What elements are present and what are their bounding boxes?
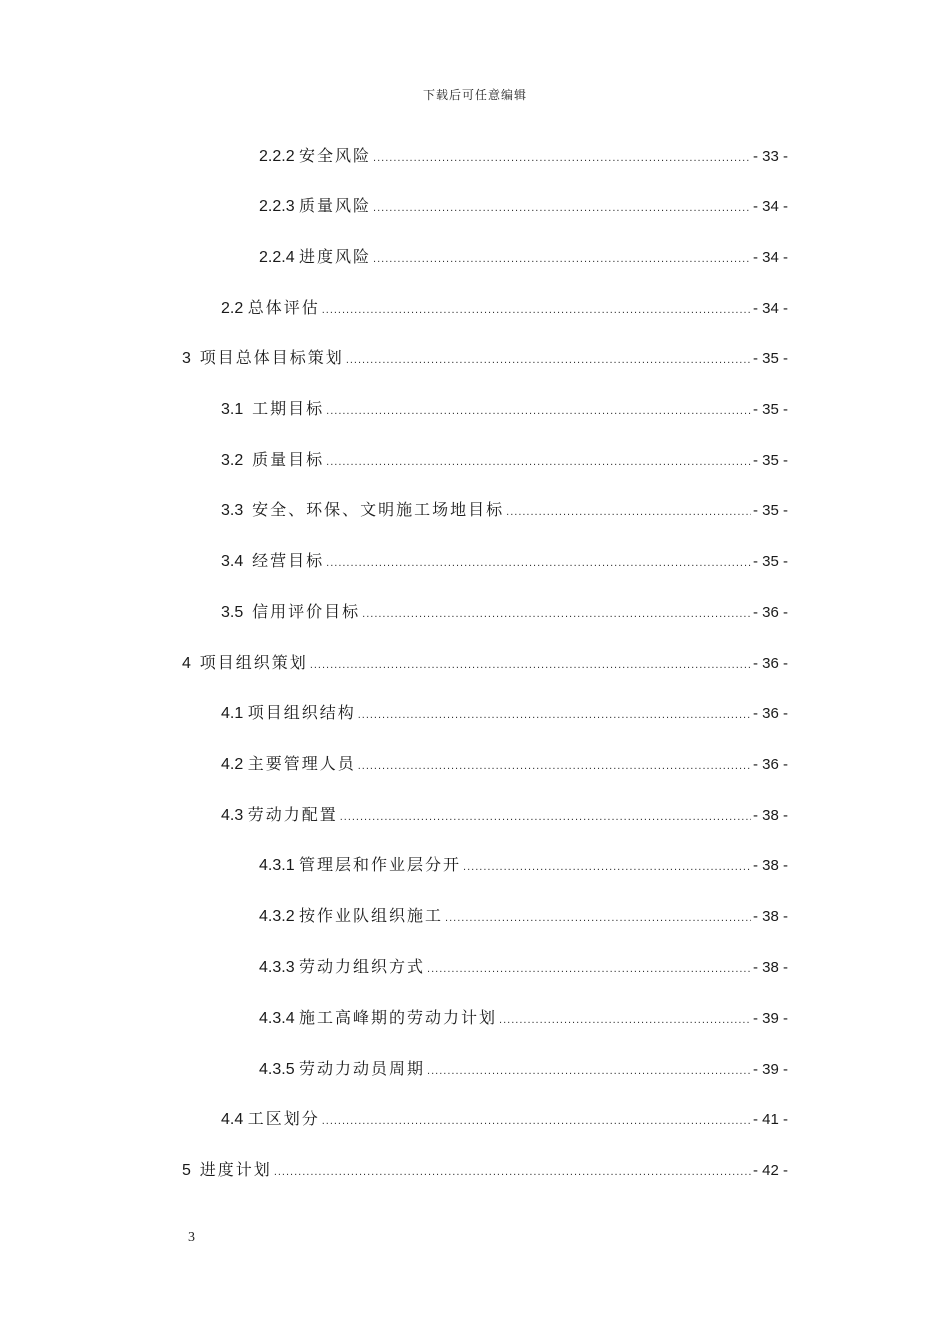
toc-entry-title: 项目总体目标策划	[199, 348, 344, 367]
toc-entry-title: 项目组织策划	[199, 653, 308, 672]
toc-entry-number: 4.3.5	[259, 1061, 300, 1078]
toc-entry-title: 劳动力配置	[247, 805, 338, 824]
toc-entry-number: 4.3.2	[259, 908, 300, 925]
toc-entry[interactable]	[259, 904, 788, 928]
toc-entry[interactable]	[221, 752, 788, 776]
toc-entry-title: 劳动力动员周期	[299, 1059, 426, 1078]
toc-entry-number: 2.2.2	[259, 148, 300, 165]
dot-leader	[310, 653, 751, 677]
dot-leader	[326, 399, 751, 423]
toc-entry-page: - 38 -	[752, 908, 788, 925]
toc-entry-number: 4.3.1	[259, 857, 300, 874]
toc-entry-title: 信用评价目标	[252, 602, 361, 621]
toc-entry-number: 2.2	[221, 300, 248, 317]
toc-entry[interactable]	[259, 245, 788, 269]
dot-leader	[373, 196, 751, 220]
toc-entry-number: 3.3	[221, 502, 253, 519]
dot-leader	[427, 957, 751, 981]
toc-entry-number: 4.3	[221, 807, 248, 824]
dot-leader	[346, 348, 751, 372]
toc-entry-title: 经营目标	[252, 551, 325, 570]
toc-entry-title: 安全、环保、文明施工场地目标	[252, 500, 505, 519]
toc-entry[interactable]	[221, 397, 788, 421]
toc-entry-title: 工期目标	[252, 399, 325, 418]
toc-entry-page: - 34 -	[752, 300, 788, 317]
toc-entry[interactable]	[221, 296, 788, 320]
toc-entry-page: - 33 -	[752, 148, 788, 165]
toc-entry-page: - 34 -	[752, 198, 788, 215]
toc-entry-page: - 35 -	[752, 553, 788, 570]
page-number: 3	[188, 1230, 195, 1245]
toc-entry[interactable]	[221, 600, 788, 624]
toc-entry[interactable]	[182, 1158, 788, 1182]
toc-entry-title: 安全风险	[299, 146, 372, 165]
toc-entry-number: 3	[182, 350, 200, 367]
toc-entry-number: 2.2.3	[259, 198, 300, 215]
dot-leader	[373, 146, 751, 170]
toc-entry[interactable]	[259, 144, 788, 168]
toc-entry-page: - 36 -	[752, 655, 788, 672]
toc-entry-title: 总体评估	[247, 298, 320, 317]
toc-entry-title: 主要管理人员	[247, 754, 356, 773]
toc-entry-page: - 35 -	[752, 350, 788, 367]
toc-entry-number: 5	[182, 1162, 200, 1179]
toc-entry-number: 4.2	[221, 756, 248, 773]
dot-leader	[463, 855, 751, 879]
toc-entry[interactable]	[182, 651, 788, 675]
dot-leader	[373, 247, 751, 271]
toc-entry-number: 3.1	[221, 401, 253, 418]
dot-leader	[506, 500, 751, 524]
toc-entry-title: 进度计划	[199, 1160, 272, 1179]
toc-entry[interactable]	[259, 955, 788, 979]
toc-entry[interactable]	[221, 448, 788, 472]
dot-leader	[274, 1160, 751, 1184]
dot-leader	[340, 805, 751, 829]
toc-entry[interactable]	[221, 803, 788, 827]
dot-leader	[358, 703, 751, 727]
toc-entry-page: - 35 -	[752, 502, 788, 519]
toc-entry-page: - 36 -	[752, 705, 788, 722]
dot-leader	[427, 1059, 751, 1083]
toc-entry-title: 劳动力组织方式	[299, 957, 426, 976]
page-header: 下载后可任意编辑	[422, 88, 527, 102]
toc-entry-number: 3.5	[221, 604, 253, 621]
toc-entry-page: - 36 -	[752, 604, 788, 621]
toc-entry-page: - 39 -	[752, 1010, 788, 1027]
dot-leader	[326, 551, 751, 575]
toc-entry-number: 4	[182, 655, 200, 672]
toc-entry-page: - 35 -	[752, 452, 788, 469]
toc-entry-number: 4.3.3	[259, 959, 300, 976]
toc-entry-page: - 38 -	[752, 807, 788, 824]
toc-entry-page: - 39 -	[752, 1061, 788, 1078]
toc-entry[interactable]	[259, 1057, 788, 1081]
toc-entry-number: 3.4	[221, 553, 253, 570]
dot-leader	[358, 754, 751, 778]
toc-entry[interactable]	[259, 1006, 788, 1030]
toc-entry-title: 项目组织结构	[247, 703, 356, 722]
toc-entry-title: 质量目标	[252, 450, 325, 469]
toc-entry[interactable]	[259, 853, 788, 877]
toc-entry[interactable]	[221, 1107, 788, 1131]
toc-entry-title: 管理层和作业层分开	[299, 855, 462, 874]
dot-leader	[445, 906, 751, 930]
dot-leader	[322, 298, 751, 322]
toc-entry-title: 按作业队组织施工	[299, 906, 444, 925]
toc-entry-page: - 42 -	[752, 1162, 788, 1179]
toc-entry-page: - 36 -	[752, 756, 788, 773]
toc-entry[interactable]	[182, 346, 788, 370]
toc-entry[interactable]	[221, 498, 788, 522]
toc-entry-title: 工区划分	[247, 1109, 320, 1128]
dot-leader	[362, 602, 751, 626]
toc-entry-number: 3.2	[221, 452, 253, 469]
toc-entry-number: 4.3.4	[259, 1010, 300, 1027]
toc-entry[interactable]	[259, 194, 788, 218]
toc-entry-page: - 35 -	[752, 401, 788, 418]
toc-entry-page: - 38 -	[752, 857, 788, 874]
toc-entry-page: - 41 -	[752, 1111, 788, 1128]
toc-entry-title: 进度风险	[299, 247, 372, 266]
toc-entry-page: - 34 -	[752, 249, 788, 266]
dot-leader	[322, 1109, 751, 1133]
toc-entry-title: 施工高峰期的劳动力计划	[299, 1008, 498, 1027]
toc-entry-number: 4.4	[221, 1111, 248, 1128]
toc-entry-title: 质量风险	[299, 196, 372, 215]
dot-leader	[326, 450, 751, 474]
toc-entry-number: 4.1	[221, 705, 248, 722]
toc-entry[interactable]	[221, 549, 788, 573]
toc-entry[interactable]	[221, 701, 788, 725]
dot-leader	[499, 1008, 751, 1032]
toc-entry-number: 2.2.4	[259, 249, 300, 266]
toc-entry-page: - 38 -	[752, 959, 788, 976]
